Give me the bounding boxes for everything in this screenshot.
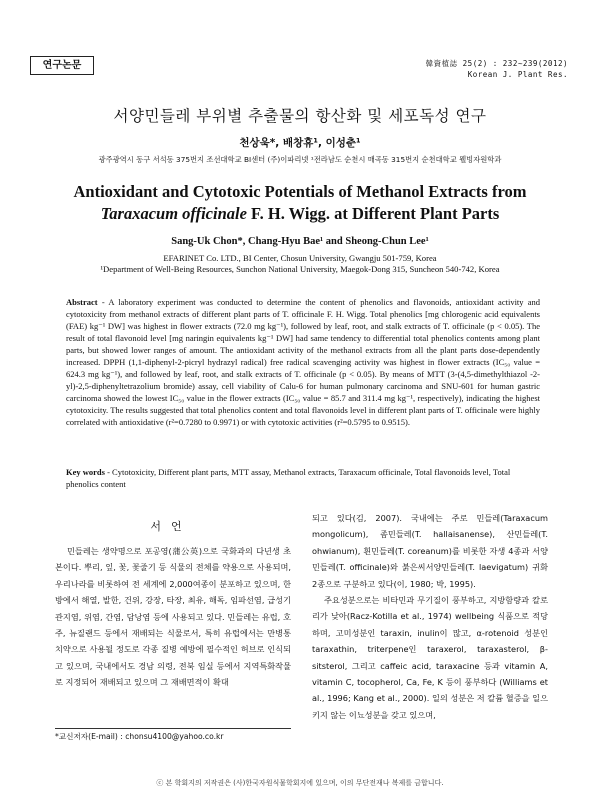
body-column-right (312, 510, 548, 723)
english-affiliation (0, 253, 600, 275)
journal-name: Korean J. Plant Res. (467, 70, 568, 79)
abstract-label: Abstract (66, 297, 98, 307)
keywords (66, 466, 540, 490)
abstract (66, 296, 540, 428)
english-title-rest: F. H. Wigg. at Different Plant Parts (246, 204, 500, 223)
intro-paragraph-2: 주요성분으로는 비타민과 무기질이 풍부하고, 지방함량과 칼로리가 낮아(Racz-Kotilla et al., 1974) wellbeing 식품으로 적당하며, 고미성분인 taraxin, inulin이 많고, α-rotenoid 성분인 taraxathin, triterpene인 taraxerol, taraxasterol, β-sitsterol, 그리고 caffeic acid, taraxacine 등과 vitamin A, vitamin C, tocopherol, Ca, Fe, K 등이 풍부하다 (Williams et al., 1996; Kang et al., 2000). 일의 성분은 저 칼륨 혈증을 일으키지 않는 이뇨성분을 갖고 있으며, (312, 595, 548, 720)
journal-volume: 韓資植誌 25(2) : 232∼239(2012) (425, 59, 568, 68)
english-title-line2 (0, 203, 600, 225)
affiliation-2: ¹Department of Well-Being Resources, Sunchon National University, Maegok-Dong 315, Suncheon 540-742, Korea (100, 264, 500, 274)
korean-title: 서양민들레 부위별 추출물의 항산화 및 세포독성 연구 (113, 107, 487, 125)
english-title-line1: Antioxidant and Cytotoxic Potentials of Methanol Extracts from (73, 182, 527, 201)
keywords-text: - Cytotoxicity, Different plant parts, MTT assay, Methanol extracts, Taraxacum officinale, Total flavonoids level, Total phenolics content (66, 467, 511, 489)
journal-citation (426, 58, 568, 80)
intro-paragraph-1: 민들레는 생약명으로 포공영(蒲公英)으로 국화과의 다년생 초본이다. 뿌리, 잎, 꽃, 꽃줄기 등 식물의 전체를 약용으로 사용되며, 우리나라를 비롯하여 전 세계에 2,000여종이 분포하고 있으며, 한방에서 해열, 발한, 건위, 강장, 타장, 최유, 해독, 임파선염, 급성기관지염, 위염, 간염, 담낭염 등에 사용되고 있다. 민들레는 유럽, 호주, 뉴질랜드 등에서 재배되는 식물로서, 특히 유럽에서는 만병통치약으로 사용될 정도로 각종 질병 예방에 필수적인 허브로 인식되고 있으며, 국내에서도 경남 의령, 전북 임실 등에서 지역특화작물로 지정되어 재배되고 있으며 그 재배면적이 확대 (55, 546, 291, 688)
intro-paragraph-continued: 되고 있다(김, 2007). 국내에는 주로 민들레(Taraxacum mongolicum), 좀민들레(T. hallaisanense), 산민들레(T. ohwianum), 흰민들레(T. coreanum)를 비롯한 자생 4종과 서양민들레(T. officinale)와 붉은씨서양민들레(T. laevigatum) 귀화 2종으로 구분하고 있다(이, 1980; 박, 1995). (312, 513, 548, 589)
english-authors: Sang-Uk Chon*, Chang-Hyu Bae¹ and Sheong-Chun Lee¹ (171, 236, 429, 247)
english-title (0, 181, 600, 225)
article-type-tag: 연구논문 (30, 56, 94, 75)
copyright-notice: ⓒ 본 학회지의 저작권은 (사)한국자원식물학회지에 있으며, 이의 무단전재나 복제를 금합니다. (156, 779, 444, 787)
korean-affiliation: 광주광역시 동구 서석동 375번지 조선대학교 BI센터 (주)이파리넷 ¹전라남도 순천시 매곡동 315번지 순천대학교 웰빙자원학과 (98, 155, 502, 164)
footnote-divider (55, 728, 291, 729)
keywords-label: Key words (66, 467, 105, 477)
abstract-text: - A laboratory experiment was conducted to determine the content of phenolics and flavonoids, antioxidant activity and cytotoxicity from methanol extracts of different plant parts of T. officinale F. H. Wigg. Total phenolics [mg chlorogenic acid equivalents (FAE) kg⁻¹ DW] was highest in flower extracts (72.0 mg kg⁻¹), followed by leaf, root, and stalk extracts of T. officinale (p < 0.05). The result of total flavonoid level [mg naringin equivalents kg⁻¹ DW] had same tendency to differential total phenolics contents among plant parts, but showed lower ranges of amount. The antioxidant activity of the methanol extracts from all the plant parts dose-dependently increased. DPPH (1,1-diphenyl-2-picryl hydrazyl radical) free radical scavenging activity was highest in flower extracts (IC₅₀ value = 624.3 mg kg⁻¹), and followed by leaf, root, and stalk extracts of T. officinale (p < 0.05). By means of MTT (3-(4,5-dimethylthiazol -2-yl)-2,5-diphenyltetrazolium bromide) assay, cell viability of Calu-6 for human pulmonary carcinoma and SNU-601 for human gastric carcinoma showed the lowest IC₅₀ value in the flower extracts (IC₅₀ value = 85.7 and 311.4 mg kg⁻¹, respectively), indicating the highest cytotoxicity. The results suggested that total phenolics content and total flavonoids level in different plant parts of T. officinale were highly correlated with antioxidative (r²=0.7280 to 0.9971) or with cytotoxic activities (r²=0.5795 to 0.9515). (66, 297, 540, 427)
body-column-left (55, 543, 291, 691)
species-name: Taraxacum officinale (100, 204, 247, 223)
affiliation-1: EFARINET Co. LTD., BI Center, Chosun University, Gwangju 501-759, Korea (163, 253, 437, 263)
section-heading-introduction: 서언 (150, 520, 192, 533)
corresponding-author-footnote: *교신저자(E-mail) : chonsu4100@yahoo.co.kr (55, 732, 224, 741)
korean-authors: 천상욱*, 배창휴¹, 이성춘¹ (239, 137, 361, 149)
